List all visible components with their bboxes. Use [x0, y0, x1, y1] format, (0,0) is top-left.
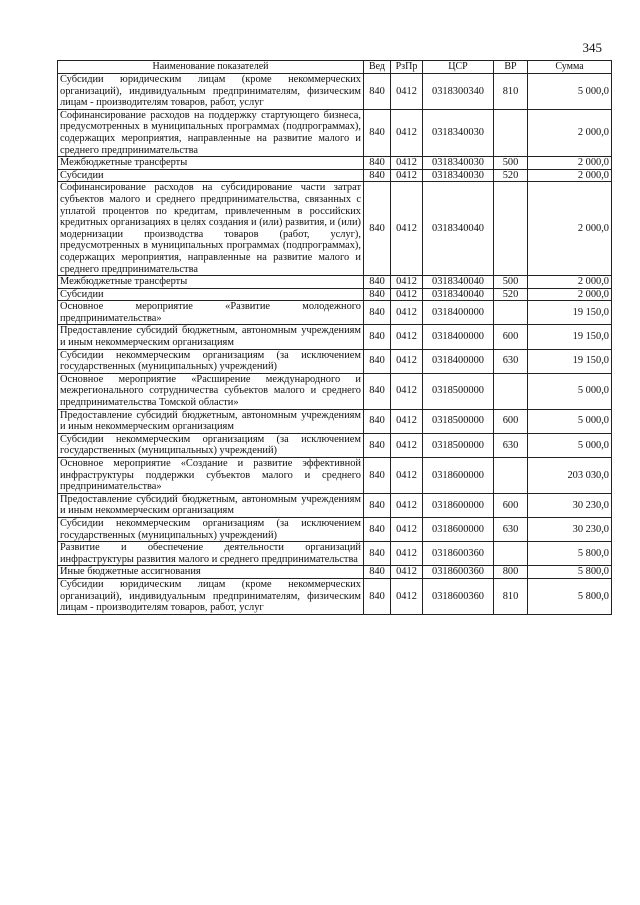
cell-vr [494, 109, 528, 156]
page-number: 345 [582, 40, 602, 55]
cell-name: Софинансирование расходов на поддержку стартующего бизнеса, предусмотренных в муниципальных программах (подпрограммах), содержащих мероприятия, направленные на развитие малого и среднего предпринимательства [58, 109, 364, 156]
table-row [58, 373, 612, 409]
header-vr: ВР [494, 61, 528, 74]
cell-csr: 0318400000 [423, 325, 494, 349]
cell-sum: 2 000,0 [528, 157, 612, 170]
table-row [58, 493, 612, 517]
cell-rzpr: 0412 [391, 157, 423, 170]
cell-csr: 0318600000 [423, 517, 494, 541]
cell-vr: 630 [494, 349, 528, 373]
table-row [58, 74, 612, 110]
header-name: Наименование показателей [58, 61, 364, 74]
cell-csr: 0318300340 [423, 74, 494, 110]
cell-name: Межбюджетные трансферты [58, 276, 364, 289]
cell-csr: 0318340030 [423, 169, 494, 182]
cell-vr: 810 [494, 578, 528, 614]
cell-ved: 840 [364, 493, 391, 517]
budget-table [57, 60, 612, 615]
cell-rzpr: 0412 [391, 74, 423, 110]
cell-vr: 600 [494, 409, 528, 433]
table-row [58, 109, 612, 156]
cell-name: Субсидии [58, 169, 364, 182]
cell-vr [494, 542, 528, 566]
cell-sum: 5 800,0 [528, 542, 612, 566]
cell-ved: 840 [364, 517, 391, 541]
cell-vr: 800 [494, 566, 528, 579]
cell-vr: 520 [494, 288, 528, 301]
cell-ved: 840 [364, 458, 391, 494]
cell-sum: 2 000,0 [528, 182, 612, 276]
cell-vr: 630 [494, 517, 528, 541]
cell-vr: 630 [494, 433, 528, 457]
cell-rzpr: 0412 [391, 301, 423, 325]
table-row [58, 276, 612, 289]
cell-rzpr: 0412 [391, 325, 423, 349]
cell-name: Иные бюджетные ассигнования [58, 566, 364, 579]
table-row [58, 182, 612, 276]
cell-sum: 5 000,0 [528, 74, 612, 110]
cell-ved: 840 [364, 542, 391, 566]
table-row [58, 157, 612, 170]
cell-name: Предоставление субсидий бюджетным, автономным учреждениям и иным некоммерческим организациям [58, 493, 364, 517]
cell-sum: 30 230,0 [528, 517, 612, 541]
cell-name: Субсидии юридическим лицам (кроме некоммерческих организаций), индивидуальным предпринимателям, физическим лицам - производителям товаров, работ, услуг [58, 578, 364, 614]
cell-name: Предоставление субсидий бюджетным, автономным учреждениям и иным некоммерческим организациям [58, 409, 364, 433]
cell-rzpr: 0412 [391, 373, 423, 409]
cell-rzpr: 0412 [391, 349, 423, 373]
cell-rzpr: 0412 [391, 578, 423, 614]
cell-rzpr: 0412 [391, 182, 423, 276]
cell-ved: 840 [364, 276, 391, 289]
cell-vr: 600 [494, 325, 528, 349]
cell-rzpr: 0412 [391, 458, 423, 494]
table-row [58, 301, 612, 325]
cell-ved: 840 [364, 373, 391, 409]
table-row [58, 288, 612, 301]
cell-rzpr: 0412 [391, 433, 423, 457]
cell-name: Основное мероприятие «Развитие молодежного предпринимательства» [58, 301, 364, 325]
cell-sum: 2 000,0 [528, 109, 612, 156]
cell-rzpr: 0412 [391, 276, 423, 289]
cell-ved: 840 [364, 74, 391, 110]
cell-vr [494, 373, 528, 409]
cell-name: Софинансирование расходов на субсидирование части затрат субъектов малого и среднего предпринимательства, связанных с уплатой процентов по кредитам, привлеченным в российских кредитных организациях в целях создания и (или) развития, и (или) модернизации производства товаров (работ, услуг), предусмотренных в муниципальных программах (подпрограммах), содержащих мероприятия, направленные на развитие малого и среднего предпринимательства [58, 182, 364, 276]
cell-sum: 5 800,0 [528, 566, 612, 579]
cell-ved: 840 [364, 182, 391, 276]
cell-csr: 0318500000 [423, 433, 494, 457]
cell-vr: 500 [494, 276, 528, 289]
cell-rzpr: 0412 [391, 542, 423, 566]
cell-sum: 19 150,0 [528, 349, 612, 373]
cell-ved: 840 [364, 433, 391, 457]
cell-rzpr: 0412 [391, 109, 423, 156]
cell-ved: 840 [364, 288, 391, 301]
cell-name: Субсидии юридическим лицам (кроме некоммерческих организаций), индивидуальным предпринимателям, физическим лицам - производителям товаров, работ, услуг [58, 74, 364, 110]
cell-vr [494, 301, 528, 325]
cell-ved: 840 [364, 349, 391, 373]
cell-csr: 0318400000 [423, 349, 494, 373]
cell-rzpr: 0412 [391, 493, 423, 517]
cell-sum: 5 800,0 [528, 578, 612, 614]
cell-sum: 19 150,0 [528, 301, 612, 325]
cell-vr [494, 182, 528, 276]
cell-rzpr: 0412 [391, 288, 423, 301]
cell-name: Предоставление субсидий бюджетным, автономным учреждениям и иным некоммерческим организациям [58, 325, 364, 349]
cell-sum: 5 000,0 [528, 409, 612, 433]
table-row [58, 169, 612, 182]
cell-sum: 2 000,0 [528, 276, 612, 289]
cell-rzpr: 0412 [391, 566, 423, 579]
cell-csr: 0318340040 [423, 288, 494, 301]
cell-name: Развитие и обеспечение деятельности организаций инфраструктуры развития малого и среднего предпринимательства [58, 542, 364, 566]
cell-csr: 0318340030 [423, 109, 494, 156]
cell-csr: 0318340040 [423, 276, 494, 289]
table-row [58, 458, 612, 494]
table-row [58, 433, 612, 457]
cell-csr: 0318340040 [423, 182, 494, 276]
cell-ved: 840 [364, 578, 391, 614]
cell-csr: 0318500000 [423, 409, 494, 433]
table-row [58, 349, 612, 373]
cell-csr: 0318400000 [423, 301, 494, 325]
cell-sum: 2 000,0 [528, 169, 612, 182]
cell-sum: 5 000,0 [528, 433, 612, 457]
cell-csr: 0318600360 [423, 542, 494, 566]
table-body [58, 74, 612, 615]
header-sum: Сумма [528, 61, 612, 74]
cell-name: Субсидии некоммерческим организациям (за исключением государственных (муниципальных) учреждений) [58, 433, 364, 457]
cell-rzpr: 0412 [391, 517, 423, 541]
cell-rzpr: 0412 [391, 169, 423, 182]
cell-ved: 840 [364, 325, 391, 349]
cell-rzpr: 0412 [391, 409, 423, 433]
cell-vr: 520 [494, 169, 528, 182]
cell-vr [494, 458, 528, 494]
cell-ved: 840 [364, 301, 391, 325]
header-ved: Вед [364, 61, 391, 74]
cell-ved: 840 [364, 169, 391, 182]
cell-csr: 0318500000 [423, 373, 494, 409]
cell-ved: 840 [364, 109, 391, 156]
cell-csr: 0318600000 [423, 458, 494, 494]
cell-ved: 840 [364, 409, 391, 433]
cell-name: Субсидии некоммерческим организациям (за исключением государственных (муниципальных) учреждений) [58, 349, 364, 373]
table-row [58, 325, 612, 349]
cell-csr: 0318340030 [423, 157, 494, 170]
cell-ved: 840 [364, 157, 391, 170]
table-row [58, 578, 612, 614]
cell-sum: 2 000,0 [528, 288, 612, 301]
cell-sum: 30 230,0 [528, 493, 612, 517]
table-row [58, 517, 612, 541]
cell-name: Субсидии [58, 288, 364, 301]
cell-vr: 500 [494, 157, 528, 170]
cell-csr: 0318600000 [423, 493, 494, 517]
cell-vr: 810 [494, 74, 528, 110]
cell-name: Субсидии некоммерческим организациям (за исключением государственных (муниципальных) учреждений) [58, 517, 364, 541]
header-rzpr: РзПр [391, 61, 423, 74]
cell-ved: 840 [364, 566, 391, 579]
table-row [58, 409, 612, 433]
cell-name: Межбюджетные трансферты [58, 157, 364, 170]
header-csr: ЦСР [423, 61, 494, 74]
table-header-row [58, 61, 612, 74]
cell-csr: 0318600360 [423, 578, 494, 614]
cell-sum: 5 000,0 [528, 373, 612, 409]
table-row [58, 566, 612, 579]
cell-sum: 203 030,0 [528, 458, 612, 494]
cell-vr: 600 [494, 493, 528, 517]
cell-csr: 0318600360 [423, 566, 494, 579]
cell-name: Основное мероприятие «Расширение международного и межрегионального сотрудничества субъектов малого и среднего предпринимательства Томской области» [58, 373, 364, 409]
table-row [58, 542, 612, 566]
cell-sum: 19 150,0 [528, 325, 612, 349]
cell-name: Основное мероприятие «Создание и развитие эффективной инфраструктуры поддержки субъектов малого и среднего предпринимательства» [58, 458, 364, 494]
